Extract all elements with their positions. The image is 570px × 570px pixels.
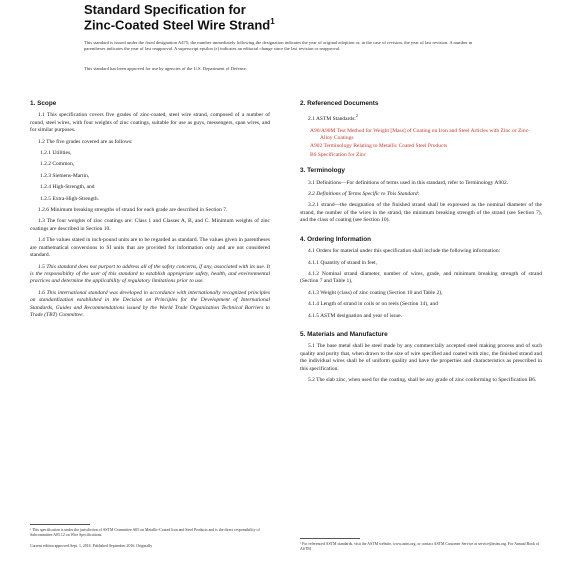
paragraph-5-1: 5.1 The base metal shall be steel made by any commercially accepted steel making process and of such quality and purity that, when drawn to the size of wire specified and coated with zinc, the finished strand and the individual wires shall be of uniform quality and have the properties and characteristics as prescribed in this specification. bbox=[300, 343, 542, 372]
footnote-2: ² For referenced ASTM standards, visit the ASTM website, www.astm.org, or contact ASTM Customer Service at service@astm.org. For Annual Book of ASTM bbox=[300, 542, 540, 551]
paragraph-3-2-1: 3.2.1 strand—the designation of the finished strand shall be expressed as the nominal diameter of the strand, the number of the wires in the strand, the minimum breaking strength of the strand (see Section 7), and the class of coating (see Section 10). bbox=[300, 202, 542, 224]
section-heading-scope: 1. Scope bbox=[30, 100, 57, 107]
paragraph-5-2: 5.2 The slab zinc, when used for the coating, shall be any grade of zinc conforming to Specification B6. bbox=[308, 376, 537, 383]
reference-a90[interactable]: A90/A90M Test Method for Weight [Mass] of Coating on Iron and Steel Articles with Zinc or Zinc-Alloy Coatings bbox=[310, 127, 530, 142]
paragraph-4-1-3: 4.1.3 Weight (class) of zinc coating (Section 10 and Table 2), bbox=[308, 289, 443, 296]
section-heading-ordering-information: 4. Ordering Information bbox=[300, 235, 372, 243]
right-column bbox=[300, 100, 542, 388]
paragraph-1-4: 1.4 The values stated in inch-pound units are to be regarded as standard. The values given in parentheses are mathematical conversions to SI units that are provided for information only and are not considered standard. bbox=[30, 237, 270, 259]
title-footnote-marker: 1 bbox=[270, 17, 275, 26]
grade-item: 1.2.5 Extra-High-Strength. bbox=[40, 195, 99, 202]
paragraph-3-2: 3.2 Definitions of Terms Specific to This Standard: bbox=[308, 191, 420, 198]
footnote-rule-left bbox=[30, 524, 90, 525]
paragraph-1-2: 1.2 The five grades covered are as follows: bbox=[38, 138, 133, 145]
footnote-marker-2: 2 bbox=[355, 113, 358, 119]
footnote-1: ¹ This specification is under the jurisdiction of ASTM Committee A05 on Metallic-Coated Iron and Steel Products and is the direct responsibility of Subcommittee A05.12 on Wire Specifications. bbox=[30, 528, 260, 537]
paragraph-4-1-4: 4.1.4 Length of strand in coils or on reels (Section 14), and bbox=[308, 301, 438, 308]
paragraph-1-1: 1.1 This specification covers five grades of zinc-coated, steel wire strand, composed of a number of round, steel wires, with four weights of zinc coatings, suitable for use as guys, messengers, span wires, and for similar purposes. bbox=[30, 112, 270, 134]
title-line-1: Standard Specification for bbox=[84, 2, 246, 17]
paragraph-4-1-5: 4.1.5 ASTM designation and year of issue. bbox=[308, 312, 402, 319]
intro-dod-note: This standard has been approved for use by agencies of the U.S. Department of Defense. bbox=[84, 66, 247, 71]
paragraph-3-1: 3.1 Definitions—For definitions of terms used in this standard, refer to Terminology A902. bbox=[308, 179, 509, 186]
footnote-1-edition: Current edition approved Sept. 1, 2016. Published September 2016. Originally bbox=[30, 544, 153, 548]
paragraph-4-1: 4.1 Orders for material under this specification shall include the following information: bbox=[308, 248, 501, 255]
section-heading-terminology: 3. Terminology bbox=[300, 167, 345, 175]
paragraph-1-2-6: 1.2.6 Minimum breaking strengths of strand for each grade are described in Section 7. bbox=[38, 207, 228, 214]
section-heading-materials-and-manufacture: 5. Materials and Manufacture bbox=[300, 330, 388, 338]
title-line-2 bbox=[84, 17, 384, 32]
reference-a902[interactable]: A902 Terminology Relating to Metallic Coated Steel Products bbox=[310, 143, 448, 150]
paragraph-2-1 bbox=[300, 112, 542, 123]
intro-designation-note: This standard is issued under the fixed designation A475; the number immediately following the designation indicates the year of original adoption or, in the case of revision, the year of last revision. A number in parentheses indicates the year of last reapproval. A superscript epsilon (ε) indicates an editorial change since the last revision or reapproval. bbox=[84, 40, 473, 52]
grade-item: 1.2.3 Siemens-Martin, bbox=[40, 172, 90, 179]
section-heading-referenced-documents: 2. Referenced Documents bbox=[300, 100, 379, 107]
paragraph-1-6: 1.6 This international standard was developed in accordance with internationally recognized principles on standardization established in the Decision on Principles for the Development of International Standards, Guides and Recommendations issued by the World Trade Organization Technical Barriers to Trade (TBT) Committee. bbox=[30, 289, 270, 318]
paragraph-2-1-text: 2.1 ASTM Standards: bbox=[308, 116, 356, 123]
title-text: Zinc-Coated Steel Wire Strand bbox=[84, 17, 271, 33]
paragraph-1-5: 1.5 This standard does not purport to address all of the safety concerns, if any, associated with its use. It is the responsibility of the user of this standard to establish appropriate safety, health, and environmental practices and determine the applicability of regulatory limitations prior to use. bbox=[30, 263, 270, 285]
grade-item: 1.2.4 High-Strength, and bbox=[40, 184, 95, 191]
paragraph-1-3: 1.3 The four weights of zinc coatings are: Class 1 and Classes A, B, and C. Minimum weights of zinc coatings are described in Section 10. bbox=[30, 218, 270, 232]
footnote-rule-right bbox=[300, 538, 360, 539]
paragraph-4-1-2: 4.1.2 Nominal strand diameter, number of wires, grade, and minimum breaking strength of strand (Section 7 and Table 1), bbox=[300, 270, 542, 285]
reference-b6[interactable]: B6 Specification for Zinc bbox=[310, 151, 367, 158]
paragraph-4-1-1: 4.1.1 Quantity of strand in feet, bbox=[308, 259, 378, 266]
grade-item: 1.2.1 Utilities, bbox=[40, 150, 72, 157]
grade-item: 1.2.2 Common, bbox=[40, 161, 75, 168]
left-column bbox=[30, 100, 270, 323]
